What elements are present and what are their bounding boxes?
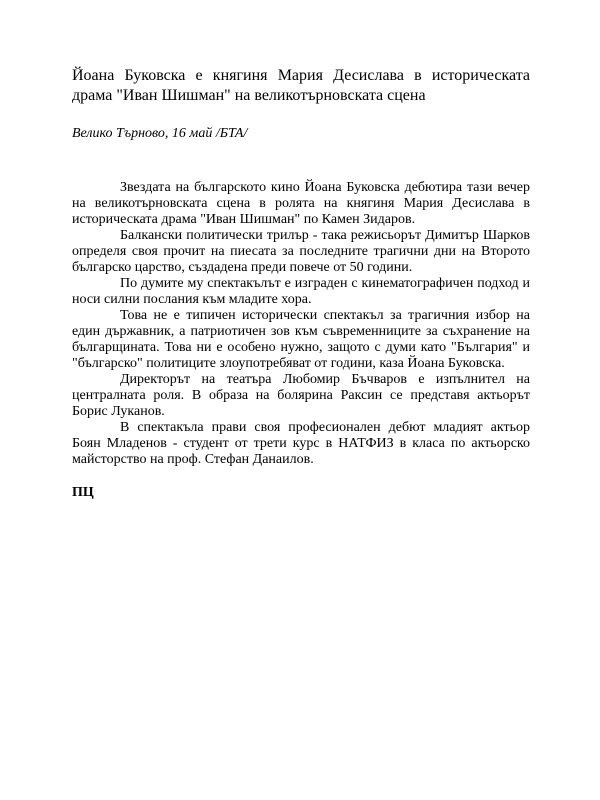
article-body xyxy=(72,180,530,468)
paragraph-1: Звездата на българското кино Йоана Буковска дебютира тази вечер на великотърновската сцена в ролята на княгиня Мария Десислава в историческата драма "Иван Шишман" по Камен Зидаров. xyxy=(72,180,530,227)
author-signature: ПЦ xyxy=(72,485,94,500)
paragraph-5: Директорът на театъра Любомир Бъчваров е изпълнител на централната роля. В образа на болярина Раксин се представя актьорът Борис Луканов. xyxy=(72,372,530,419)
paragraph-6: В спектакъла прави своя професионален дебют младият актьор Боян Младенов - студент от трети курс в НАТФИЗ в класа по актьорско майсторство на проф. Стефан Данаилов. xyxy=(72,420,530,467)
paragraph-3: По думите му спектакълът е изграден с кинематографичен подход и носи силни послания към младите хора. xyxy=(72,276,530,307)
paragraph-2: Балкански политически трилър - така режисьорът Димитър Шарков определя своя прочит на пиесата за последните трагични дни на Второто българско царство, създадена преди повече от 50 години. xyxy=(72,228,530,275)
document-page xyxy=(72,66,530,501)
headline: Йоана Буковска е княгиня Мария Десислава в историческата драма "Иван Шишман" на великотърновската сцена xyxy=(72,67,530,104)
paragraph-4: Това не е типичен исторически спектакъл за трагичния избор на един държавник, а патриотичен зов към съвременниците за съхранение на българщината. Това ни е особено нужно, защото с думи като "България" и "българско" политиците злоупотребяват от години, каза Йоана Буковска. xyxy=(72,308,530,371)
dateline: Велико Търново, 16 май /БТА/ xyxy=(72,126,248,141)
